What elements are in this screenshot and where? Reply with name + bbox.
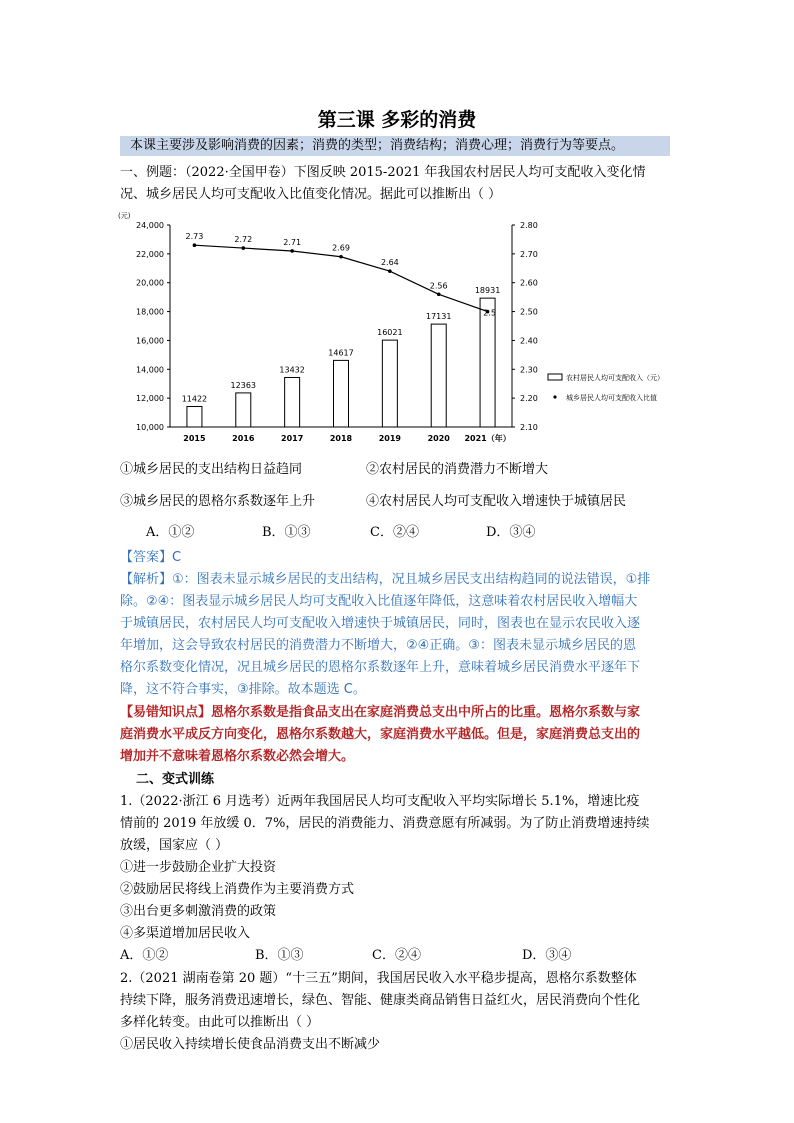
lesson-summary: 本课主要涉及影响消费的因素；消费的类型；消费结构；消费心理；消费行为等要点。 <box>120 136 670 156</box>
ratio-point <box>388 269 392 273</box>
ratio-value-label: 2.71 <box>283 237 302 247</box>
answer: 【答案】C <box>120 550 182 565</box>
ratio-value-label: 2.69 <box>332 243 350 253</box>
bar <box>382 340 397 427</box>
bar <box>285 377 300 427</box>
example-question-line2: 况、城乡居民人均可支配收入比值变化情况。据此可以推断出（ ） <box>120 187 502 202</box>
left-tick-label: 14,000 <box>136 365 164 375</box>
section-heading: 二、变式训练 <box>136 772 215 787</box>
bar <box>236 393 251 427</box>
ratio-value-label: 2.5 <box>483 308 496 318</box>
x-tick-label: 2021（年） <box>464 434 511 443</box>
analysis-line5: 格尔系数变化情况，况且城乡居民的恩格尔系数逐年上升，意味着城乡居民消费水平逐年下 <box>120 660 641 675</box>
analysis-line2: 除。②④：图表显示城乡居民人均可支配收入比值逐年降低，这意味着农村居民收入增幅大 <box>120 594 638 609</box>
right-tick-label: 2.30 <box>520 365 538 375</box>
x-tick-label: 2016 <box>232 434 255 443</box>
legend-bar-swatch <box>548 374 562 380</box>
q2-line2: 持续下降，服务消费迅速增长，绿色、智能、健康类商品销售日益红火，居民消费向个性化 <box>120 993 641 1008</box>
x-tick-label: 2018 <box>329 434 353 443</box>
right-tick-label: 2.10 <box>520 423 538 432</box>
q2-option-1: ①居民收入持续增长使食品消费支出不断减少 <box>120 1037 381 1052</box>
analysis-line6: 降，这不符合事实，③排除。故本题选 C。 <box>120 682 366 697</box>
bar-value-label: 12363 <box>230 380 257 390</box>
left-tick-label: 18,000 <box>136 307 164 317</box>
left-tick-label: 24,000 <box>136 221 164 230</box>
ratio-point <box>290 249 294 253</box>
analysis-line3: 于城镇居民，农村居民人均可支配收入增速快于城镇居民，同时，图表也在显示农民收入逐 <box>120 616 641 631</box>
q1-line3: 放缓，国家应（ ） <box>120 838 229 853</box>
q1-choice-a: A．①② <box>120 948 169 963</box>
example-question-line1: 一、例题：（2022·全国甲卷）下图反映 2015-2021 年我国农村居民人均可支配收入变化情 <box>120 165 646 180</box>
choice-a: A．①② <box>146 525 195 540</box>
page-title: 第三课 多彩的消费 <box>317 109 477 131</box>
ratio-point <box>193 243 197 247</box>
bar <box>431 324 446 427</box>
legend-line-label: 城乡居民人均可支配收入比值 <box>566 394 657 402</box>
right-tick-label: 2.70 <box>520 249 538 259</box>
right-tick-label: 2.20 <box>520 394 538 404</box>
bar-value-label: 14617 <box>328 348 354 358</box>
left-tick-label: 10,000 <box>136 423 164 432</box>
ratio-point <box>241 246 245 250</box>
ratio-point <box>437 292 441 296</box>
q1-line1: 1.（2022·浙江 6 月选考）近两年我国居民人均可支配收入平均实际增长 5.1%，增速比疫 <box>120 794 640 809</box>
analysis-line4: 年增加，这会导致农村居民的消费潜力不断增大，②④正确。③：图表未显示城乡居民的恩 <box>120 638 636 653</box>
bar-value-label: 17131 <box>425 312 452 322</box>
option-3: ③城乡居民的恩格尔系数逐年上升 <box>120 494 316 509</box>
ratio-value-label: 2.56 <box>429 281 448 291</box>
ratio-value-label: 2.72 <box>234 235 253 245</box>
choice-c: C．②④ <box>370 525 419 540</box>
ratio-value-label: 2.64 <box>380 258 399 268</box>
q2-line1: 2.（2021 湖南卷第 20 题）“十三五”期间，我国居民收入水平稳步提高，恩格尔系数整体 <box>120 971 637 986</box>
error-point-line1: 【易错知识点】恩格尔系数是指食品支出在家庭消费总支出中所占的比重。恩格尔系数与家 <box>120 705 641 720</box>
q1-option-3: ③出台更多刺激消费的政策 <box>120 904 277 919</box>
q1-choice-c: C．②④ <box>372 948 421 963</box>
right-tick-label: 2.40 <box>520 336 538 346</box>
x-tick-label: 2020 <box>427 434 450 443</box>
error-point-line3: 增加并不意味着恩格尔系数必然会增大。 <box>120 749 355 764</box>
left-tick-label: 16,000 <box>136 336 164 346</box>
q1-choice-d: D．③④ <box>522 948 572 963</box>
bar-value-label: 18931 <box>474 286 501 296</box>
q2-line3: 多样化转变。由此可以推断出（ ） <box>120 1015 320 1030</box>
x-tick-label: 2019 <box>378 434 401 443</box>
legend-bar-label: 农村居民人均可支配收入（元） <box>566 374 664 382</box>
choice-d: D．③④ <box>486 525 536 540</box>
bar <box>187 406 202 427</box>
legend-line-swatch <box>553 395 556 398</box>
bar-value-label: 16021 <box>377 328 403 338</box>
option-1: ①城乡居民的支出结构日益趋同 <box>120 462 303 477</box>
x-tick-label: 2015 <box>183 434 206 443</box>
option-2: ②农村居民的消费潜力不断增大 <box>366 462 549 477</box>
choice-b: B．①③ <box>262 525 311 540</box>
left-tick-label: 22,000 <box>136 249 164 259</box>
income-chart <box>0 205 794 445</box>
right-tick-label: 2.50 <box>520 307 538 317</box>
x-tick-label: 2017 <box>281 434 304 443</box>
ratio-value-label: 2.73 <box>185 232 204 242</box>
q1-line2: 情前的 2019 年放缓 0．7%，居民的消费能力、消费意愿有所减弱。为了防止消费增速持续 <box>120 816 650 831</box>
q1-choice-b: B．①③ <box>255 948 304 963</box>
bar-value-label: 13432 <box>279 365 305 375</box>
bar <box>334 360 349 427</box>
right-tick-label: 2.60 <box>520 278 538 288</box>
q1-option-1: ①进一步鼓励企业扩大投资 <box>120 860 277 875</box>
left-tick-label: 12,000 <box>136 394 164 404</box>
left-axis-unit: (元) <box>118 212 131 220</box>
q1-option-2: ②鼓励居民将线上消费作为主要消费方式 <box>120 882 355 897</box>
left-tick-label: 20,000 <box>136 278 164 288</box>
bar-value-label: 11422 <box>181 394 208 404</box>
ratio-point <box>339 255 343 259</box>
right-tick-label: 2.80 <box>520 221 538 230</box>
q1-option-4: ④多渠道增加居民收入 <box>120 926 251 941</box>
error-point-line2: 庭消费水平成反方向变化，恩格尔系数越大，家庭消费水平越低。但是，家庭消费总支出的 <box>120 727 641 742</box>
analysis-line1: 【解析】①：图表未显示城乡居民的支出结构，况且城乡居民支出结构趋同的说法错误，①排 <box>120 572 651 587</box>
option-4: ④农村居民人均可支配收入增速快于城镇居民 <box>366 494 627 509</box>
